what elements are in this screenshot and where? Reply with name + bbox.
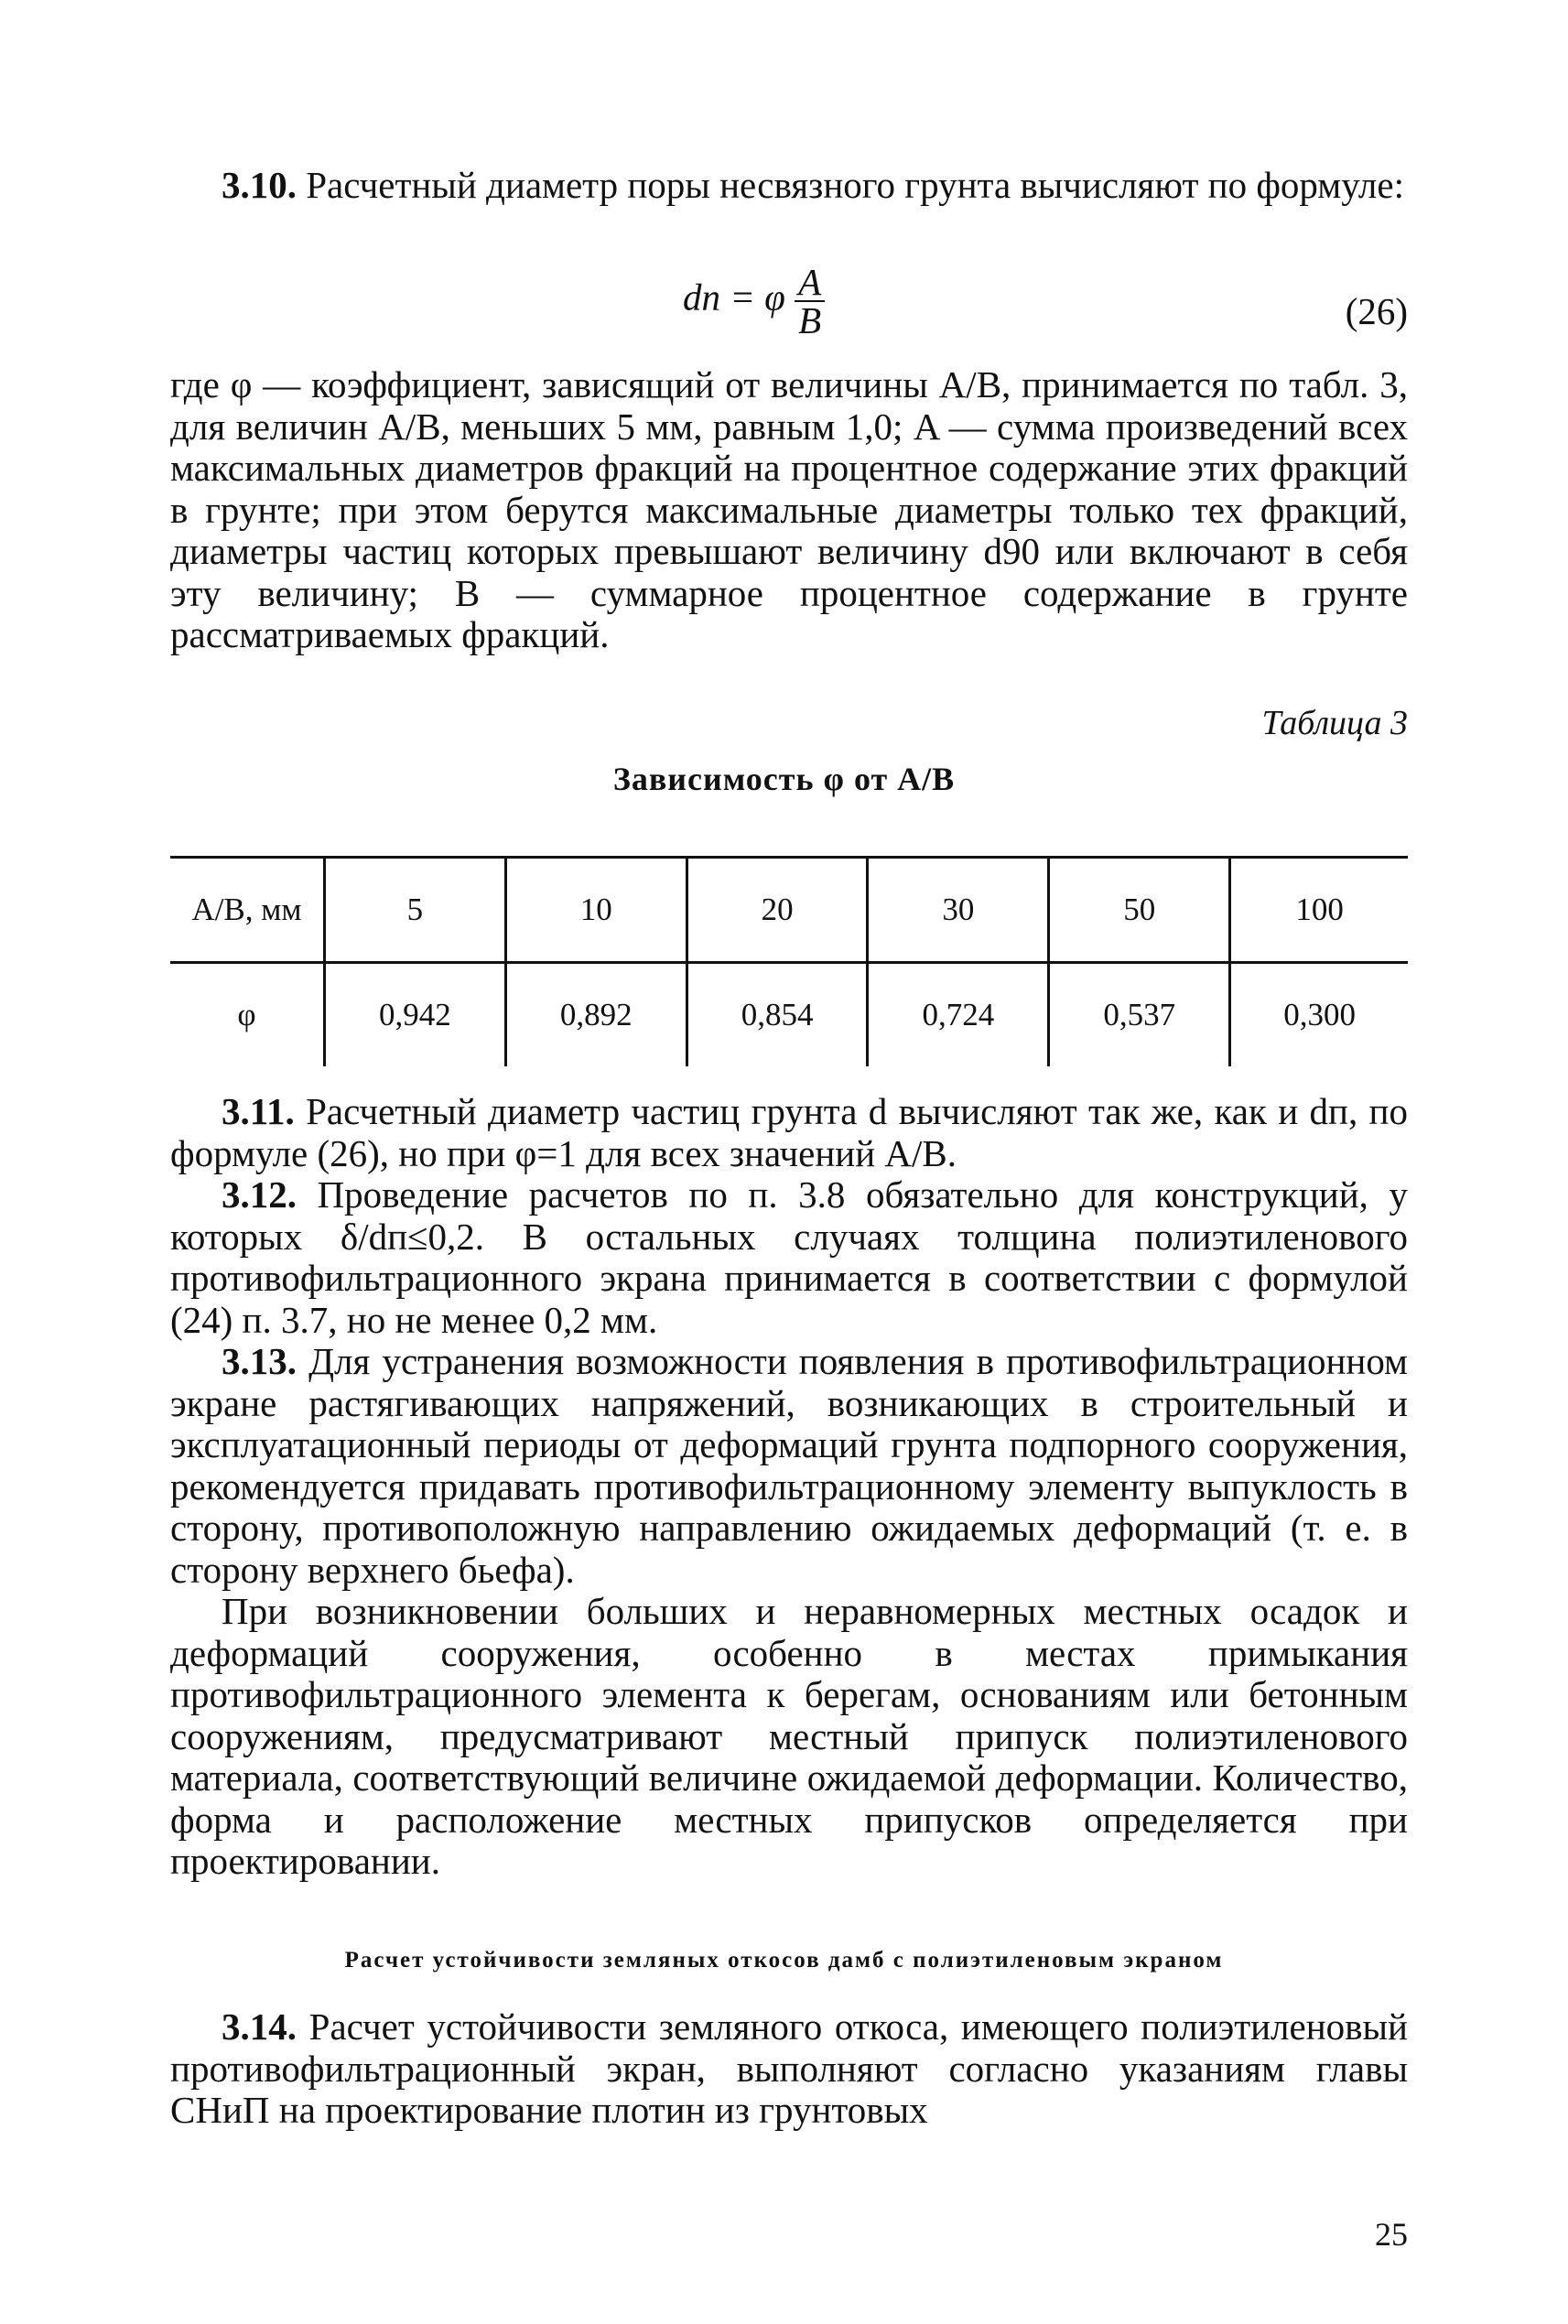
sections-3-11-to-3-13: [170, 1091, 1408, 1883]
subheading: Расчет устойчивости земляных откосов дамб с полиэтиленовым экраном: [344, 1948, 1224, 1973]
paragraph-text: Расчет устойчивости земляного откоса, имеющего полиэтиленовый противофильтрационный экран, выполняют согласно указаниям главы СНиП на проектирование плотин из грунтовых: [170, 2005, 1409, 2131]
formula-expression: [683, 261, 957, 355]
section-3-14: [170, 2006, 1408, 2132]
section-number: 3.14.: [222, 2005, 297, 2048]
table-cell: 100: [1230, 858, 1408, 963]
table-cell: 0,724: [868, 963, 1049, 1067]
table-cell: 0,892: [505, 963, 687, 1067]
paragraph: [170, 1174, 1408, 1341]
formula-26: [170, 261, 1408, 355]
table-cell: 0,537: [1049, 963, 1230, 1067]
paragraph: При возникновении больших и неравномерных местных осадок и деформаций сооружения, особенно в местах примыкания противофильтрационного элемента к берегам, основаниям или бетонным сооружениям, предусматривают местный припуск полиэтиленового материала, соответствующий величине ожидаемой деформации. Количество, форма и расположение местных припусков определяется при проектировании.: [170, 1590, 1408, 1882]
formula-number: (26): [1345, 290, 1408, 332]
paragraph-text: Расчетный диаметр частиц грунта d вычисляют так же, как и dп, по формуле (26), но при φ=1 для всех значений A/B.: [170, 1090, 1408, 1174]
table-cell: 5: [325, 858, 506, 963]
table-header-row: [170, 858, 1408, 963]
section-3-10-intro: [170, 165, 1408, 207]
section-3-10-explanation: [170, 364, 1408, 656]
table-cell: 50: [1049, 858, 1230, 963]
section-number: 3.12.: [222, 1173, 297, 1216]
row-label: A/B, мм: [170, 858, 325, 963]
section-number: 3.11.: [222, 1090, 295, 1132]
section-number: 3.13.: [222, 1340, 297, 1382]
paragraph-text: Проведение расчетов по п. 3.8 обязательно для конструкций, у которых δ/dп≤0,2. В остальных случаях толщина полиэтиленового противофильтрационного экрана принимается в соответствии с формулой (24) п. 3.7, но не менее 0,2 мм.: [170, 1173, 1408, 1341]
table-cell: 30: [868, 858, 1049, 963]
fraction-denominator: B: [798, 299, 822, 341]
page-number: 25: [1375, 2216, 1408, 2253]
table-cell: 0,854: [687, 963, 868, 1067]
section-number: 3.10.: [222, 164, 297, 206]
table-title: Зависимость φ от A/B: [612, 761, 956, 797]
table-cell: 10: [505, 858, 687, 963]
fraction-numerator: A: [795, 264, 825, 302]
formula-lhs: dп = φ: [683, 276, 785, 319]
paragraph-text: Расчетный диаметр поры несвязного грунта вычисляют по формуле:: [306, 164, 1404, 206]
table-cell: 0,300: [1230, 963, 1408, 1067]
paragraph: [170, 1091, 1408, 1174]
table-cell: 0,942: [325, 963, 506, 1067]
table-3: [170, 856, 1408, 1066]
table-caption: Таблица 3: [1261, 704, 1408, 742]
row-label: φ: [237, 997, 256, 1032]
paragraph-text: Для устранения возможности появления в противофильтрационном экране растягивающих напряжений, возникающих в строительный и эксплуатационный периоды от деформаций грунта подпорного сооружения, рекомендуется придавать противофильтрационному элементу выпуклость в сторону, противоположную направлению ожидаемых деформаций (т. е. в сторону верхнего бьефа).: [170, 1340, 1408, 1591]
formula-fraction: [795, 261, 825, 341]
paragraph-text: где φ — коэффициент, зависящий от величины A/B, принимается по табл. 3, для величин A/B, меньших 5 мм, равным 1,0; A — сумма произведений всех максимальных диаметров фракций на процентное содержание этих фракций в грунте; при этом берутся максимальные диаметры только тех фракций, диаметры частиц которых превышают величину d90 или включают в себя эту величину; B — суммарное процентное содержание в грунте рассматриваемых фракций.: [170, 363, 1408, 655]
paragraph: [170, 1341, 1408, 1591]
table-cell: 20: [687, 858, 868, 963]
table-row: [170, 963, 1408, 1067]
